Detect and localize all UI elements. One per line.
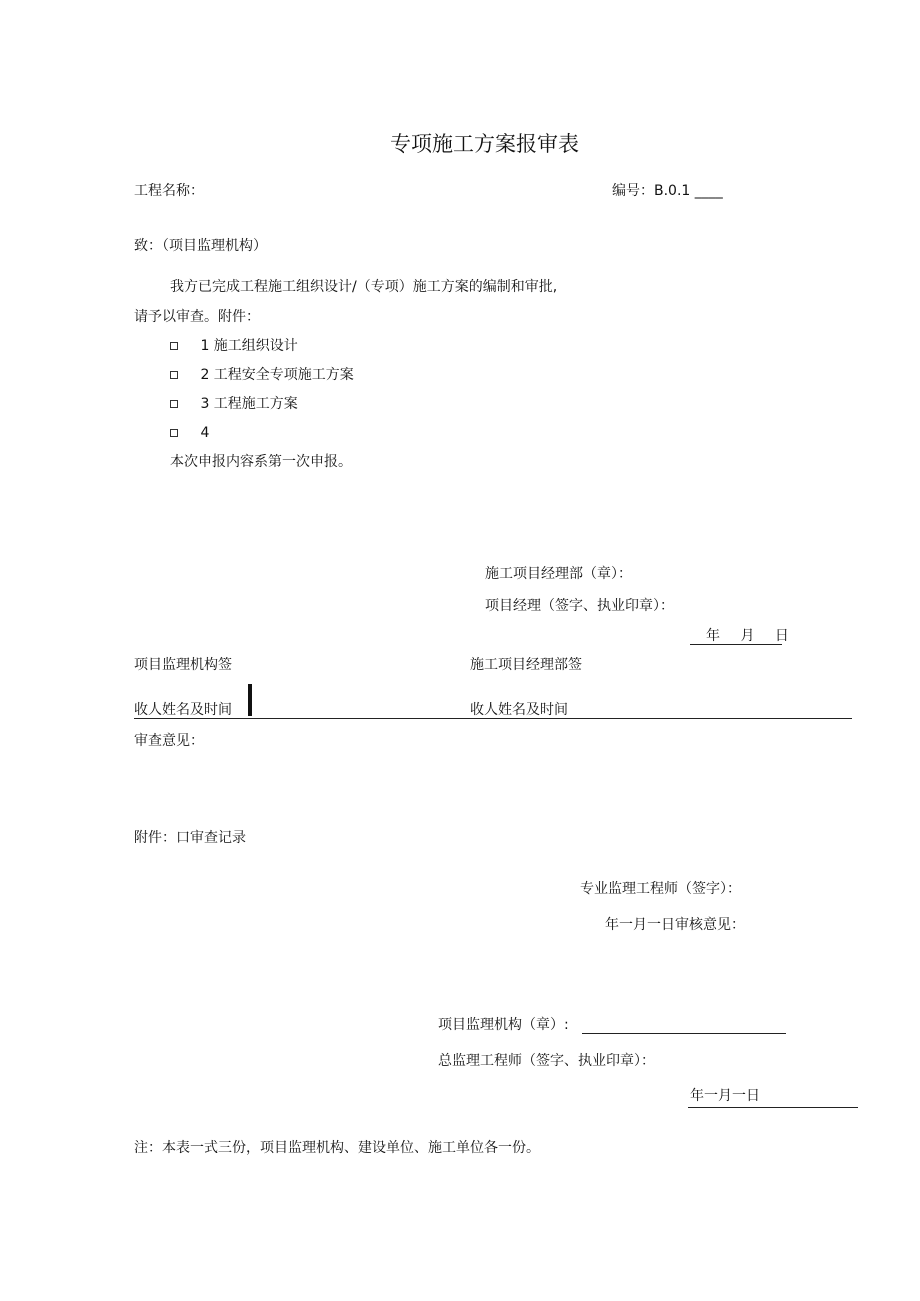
date-underline	[690, 644, 782, 645]
attachment-item-4	[170, 426, 209, 440]
project-manager-signature: 项目经理（签字、执业印章）：	[485, 598, 674, 614]
contractor-dept-seal: 施工项目经理部（章）：	[485, 566, 632, 582]
attachment-item-2	[170, 368, 354, 382]
receiver-right-signature-line[interactable]	[470, 718, 852, 719]
form-number: 编号：B.0.1 ____	[612, 183, 723, 199]
receiver-left-signature-line[interactable]	[134, 718, 478, 719]
receiver-right-label-1: 施工项目经理部签	[470, 657, 582, 673]
review-attachment: 附件：口审查记录	[134, 830, 246, 846]
specialist-engineer-signature: 专业监理工程师（签字）：	[580, 881, 741, 897]
attachment-label: 1 施工组织设计	[200, 338, 298, 354]
intro-text-1: 我方已完成工程施工组织设计/（专项）施工方案的编制和审批,	[170, 279, 558, 295]
checkbox-icon[interactable]	[170, 400, 178, 408]
supervision-seal: 项目监理机构（章）:	[438, 1017, 569, 1033]
submission-note: 本次申报内容系第一次申报。	[170, 454, 352, 470]
date-field: 年 月 日	[706, 628, 789, 644]
attachment-label: 3 工程施工方案	[200, 396, 298, 412]
attachment-label: 4	[200, 425, 210, 441]
intro-text-2: 请予以审查。附件：	[134, 309, 260, 325]
review-opinion-label: 审查意见：	[134, 733, 204, 749]
final-date: 年一月一日	[690, 1088, 760, 1104]
cursor-bar	[248, 684, 252, 716]
receiver-right-label-2: 收人姓名及时间	[470, 702, 568, 718]
footnote: 注：本表一式三份，项目监理机构、建设单位、施工单位各一份。	[134, 1140, 540, 1156]
attachment-item-3	[170, 397, 298, 411]
project-name-label: 工程名称：	[134, 183, 204, 199]
attachment-label: 2 工程安全专项施工方案	[200, 367, 354, 383]
supervision-seal-line[interactable]	[582, 1033, 786, 1034]
attachment-item-1	[170, 339, 298, 353]
checkbox-icon[interactable]	[170, 342, 178, 350]
final-date-underline	[688, 1107, 858, 1108]
checkbox-icon[interactable]	[170, 371, 178, 379]
review-date-line: 年一月一日审核意见：	[605, 917, 745, 933]
form-title: 专项施工方案报审表	[390, 132, 579, 156]
receiver-left-label-1: 项目监理机构签	[134, 657, 232, 673]
chief-engineer-signature: 总监理工程师（签字、执业印章）：	[438, 1053, 655, 1069]
checkbox-icon[interactable]	[170, 429, 178, 437]
receiver-left-label-2: 收人姓名及时间	[134, 702, 232, 718]
addressee-line: 致：（项目监理机构）	[134, 238, 267, 254]
